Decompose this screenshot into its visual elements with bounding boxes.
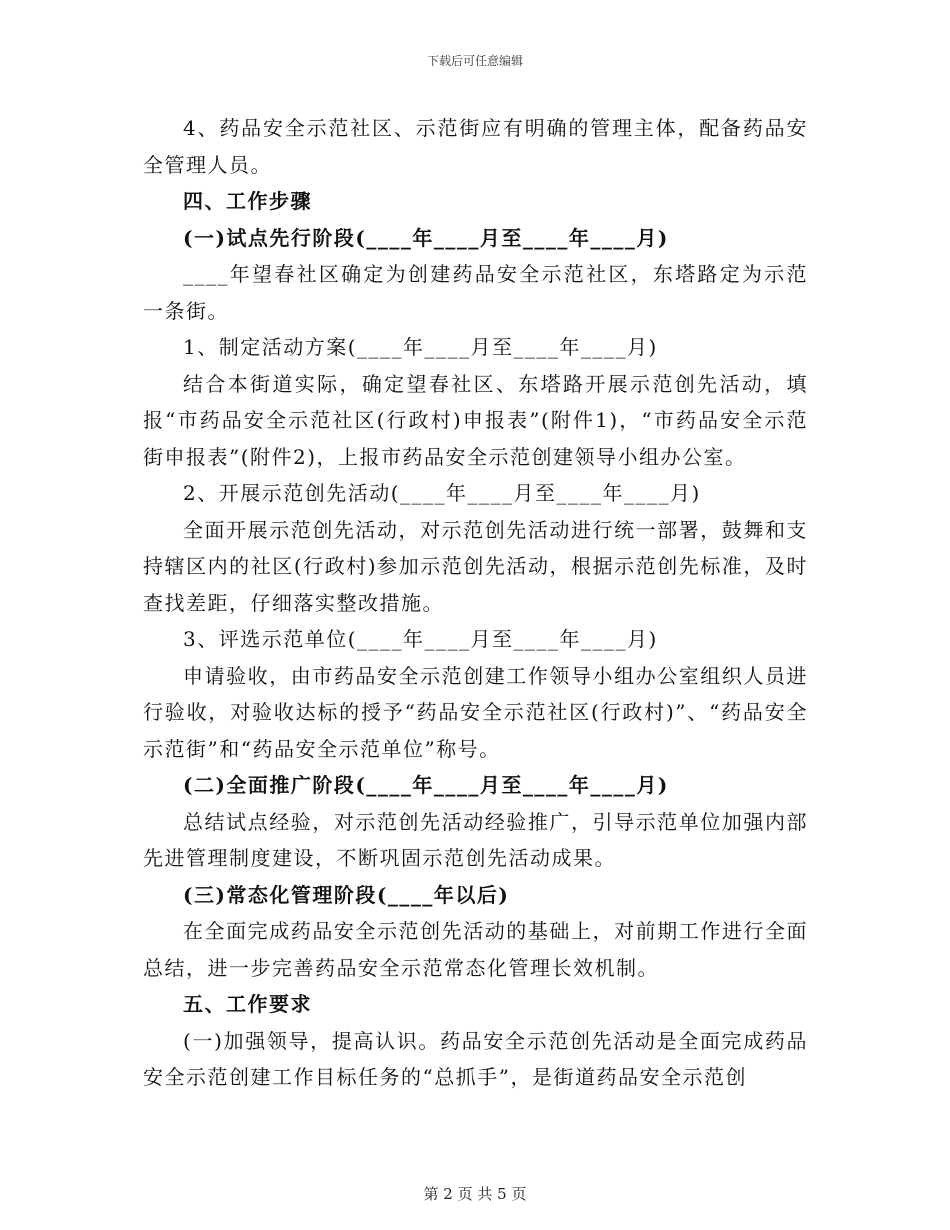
step-heading-selection: 3、评选示范单位(____年____月至____年____月) bbox=[183, 627, 658, 651]
page-header: 下载后可任意编辑 bbox=[426, 54, 523, 68]
paragraph-activity: 全面开展示范创先活动，对示范创先活动进行统一部署，鼓舞和支持辖区内的社区(行政村)参加示范创先活动，根据示范创先标准，及时查找差距，仔细落实整改措施。 bbox=[143, 517, 808, 615]
subsection-heading-promotion-stage: (二)全面推广阶段(____年____月至____年____月) bbox=[183, 773, 669, 797]
section-heading-work-steps: 四、工作步骤 bbox=[183, 189, 312, 213]
section-heading-work-requirements: 五、工作要求 bbox=[183, 992, 312, 1016]
paragraph-normalization: 在全面完成药品安全示范创先活动的基础上，对前期工作进行全面总结，进一步完善药品安全示范常态化管理长效机制。 bbox=[143, 919, 808, 980]
paragraph-plan: 结合本街道实际，确定望春社区、东塔路开展示范创先活动，填报“市药品安全示范社区(行政村)申报表”(附件1)，“市药品安全示范街申报表”(附件2)，上报市药品安全示范创建领导小组办公室。 bbox=[143, 371, 808, 469]
step-heading-activity: 2、开展示范创先活动(____年____月至____年____月) bbox=[183, 481, 701, 505]
page-footer: 第 2 页 共 5 页 bbox=[423, 1185, 527, 1203]
step-heading-plan: 1、制定活动方案(____年____月至____年____月) bbox=[183, 335, 658, 359]
paragraph-promotion: 总结试点经验，对示范创先活动经验推广，引导示范单位加强内部先进管理制度建设，不断巩固示范创先活动成果。 bbox=[143, 809, 808, 870]
paragraph-item-1: 4、药品安全示范社区、示范街应有明确的管理主体，配备药品安全管理人员。 bbox=[143, 116, 808, 177]
document-body bbox=[143, 110, 808, 1096]
subsection-heading-normalization-stage: (三)常态化管理阶段(____年以后) bbox=[183, 882, 510, 907]
paragraph-selection: 申请验收，由市药品安全示范创建工作领导小组办公室组织人员进行验收，对验收达标的授予“药品安全示范社区(行政村)”、“药品安全示范街”和“药品安全示范单位”称号。 bbox=[143, 663, 808, 761]
paragraph-pilot-intro: ____年望春社区确定为创建药品安全示范社区，东塔路定为示范一条街。 bbox=[143, 262, 808, 323]
paragraph-leadership: (一)加强领导，提高认识。药品安全示范创先活动是全面完成药品安全示范创建工作目标任务的“总抓手”，是街道药品安全示范创 bbox=[143, 1028, 808, 1089]
subsection-heading-pilot-stage: (一)试点先行阶段(____年____月至____年____月) bbox=[183, 225, 669, 250]
